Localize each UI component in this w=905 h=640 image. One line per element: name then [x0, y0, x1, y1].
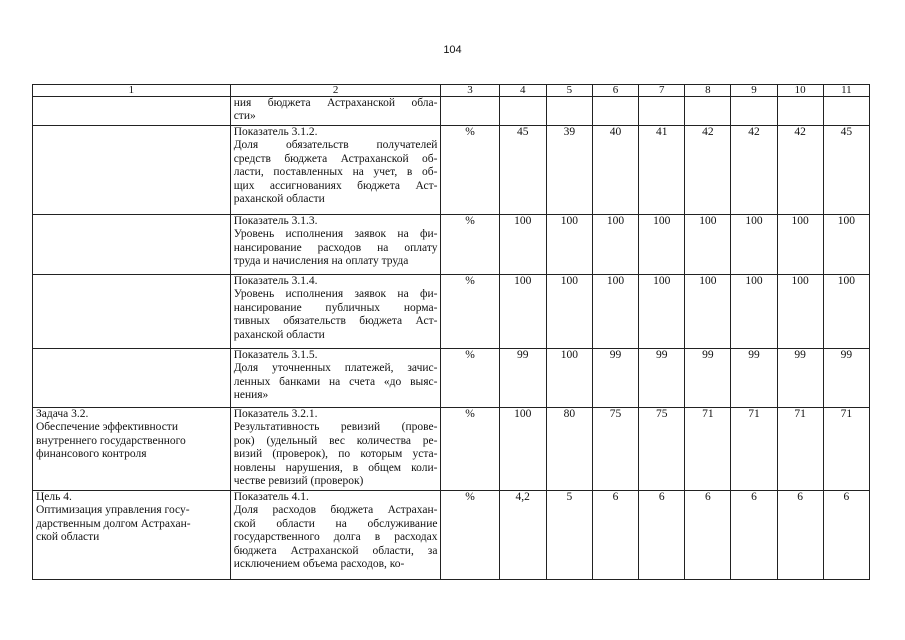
- indicator-text-line: Доля обязательств получателей: [233, 139, 438, 152]
- value-cell: 6: [823, 491, 869, 580]
- column-header: 5: [546, 85, 592, 97]
- indicator-text-line: средств бюджета Астраханской об-: [233, 152, 438, 165]
- value-cell: 5: [546, 491, 592, 580]
- unit-cell: %: [441, 408, 499, 491]
- value-cell: 100: [731, 275, 777, 349]
- indicator-cell: [230, 275, 441, 349]
- indicator-text-line: Уровень исполнения заявок на фи-: [233, 228, 438, 241]
- value-cell: [823, 97, 869, 126]
- value-cell: 45: [499, 126, 546, 215]
- goal-cell: [33, 215, 231, 275]
- indicator-text-line: ленных банками на счета «до выяс-: [233, 375, 438, 388]
- value-cell: [499, 97, 546, 126]
- goal-cell: [33, 97, 231, 126]
- value-cell: 100: [592, 215, 638, 275]
- value-cell: 100: [499, 408, 546, 491]
- unit-cell: [441, 97, 499, 126]
- indicator-text-line: новлены нарушения, в общем коли-: [233, 461, 438, 474]
- column-header: 1: [33, 85, 231, 97]
- table-row: [33, 408, 870, 491]
- indicator-text-line: ласти, поставленных на учет, в об-: [233, 166, 438, 179]
- value-cell: 100: [777, 215, 823, 275]
- value-cell: 100: [823, 215, 869, 275]
- goal-cell: [33, 491, 231, 580]
- value-cell: [777, 97, 823, 126]
- indicator-title: Показатель 3.1.2.: [233, 126, 318, 138]
- value-cell: 100: [777, 275, 823, 349]
- value-cell: 45: [823, 126, 869, 215]
- value-cell: 99: [731, 349, 777, 408]
- value-cell: 100: [685, 215, 731, 275]
- value-cell: [592, 97, 638, 126]
- value-cell: 100: [499, 215, 546, 275]
- value-cell: [639, 97, 685, 126]
- value-cell: 100: [823, 275, 869, 349]
- goal-text-line: дарственным долгом Астрахан-: [36, 517, 191, 530]
- table-row: [33, 491, 870, 580]
- indicator-text-line: нансирование публичных норма-: [233, 301, 438, 314]
- value-cell: [731, 97, 777, 126]
- indicator-text-line: Доля расходов бюджета Астрахан-: [233, 504, 438, 517]
- indicator-cell: [230, 491, 441, 580]
- value-cell: 99: [685, 349, 731, 408]
- indicator-text-line: рок) (удельный вес количества ре-: [233, 434, 438, 447]
- indicator-text-line: раханской области: [233, 328, 325, 341]
- indicator-text-line: труда и начисления на оплату труда: [233, 255, 409, 268]
- indicator-text-line: Результативность ревизий (прове-: [233, 421, 438, 434]
- goal-text-line: ской области: [36, 531, 100, 544]
- value-cell: 40: [592, 126, 638, 215]
- indicator-text-line: щих ассигнованиях бюджета Аст-: [233, 179, 438, 192]
- value-cell: 100: [592, 275, 638, 349]
- value-cell: 6: [731, 491, 777, 580]
- value-cell: 100: [639, 275, 685, 349]
- column-header: 11: [823, 85, 869, 97]
- value-cell: 99: [592, 349, 638, 408]
- unit-cell: %: [441, 349, 499, 408]
- value-cell: 100: [499, 275, 546, 349]
- value-cell: 80: [546, 408, 592, 491]
- column-header: 4: [499, 85, 546, 97]
- unit-cell: %: [441, 215, 499, 275]
- indicator-text-line: Доля уточненных платежей, зачис-: [233, 362, 438, 375]
- value-cell: 71: [731, 408, 777, 491]
- page-number: 104: [443, 44, 462, 56]
- table-row: [33, 126, 870, 215]
- column-header: 3: [441, 85, 499, 97]
- indicator-text-line: ской области на обслуживание: [233, 517, 438, 530]
- indicator-text-line: тивных обязательств бюджета Аст-: [233, 315, 438, 328]
- goal-text-line: финансового контроля: [36, 448, 147, 461]
- table-row: [33, 349, 870, 408]
- indicator-title: Показатель 3.1.5.: [233, 349, 318, 361]
- value-cell: 42: [685, 126, 731, 215]
- value-cell: 71: [685, 408, 731, 491]
- goal-cell: [33, 126, 231, 215]
- value-cell: 75: [639, 408, 685, 491]
- indicator-text-line: раханской области: [233, 193, 325, 206]
- table-row: [33, 97, 870, 126]
- column-number-row: [33, 85, 870, 97]
- indicator-text-line: сти»: [233, 110, 256, 123]
- indicator-cell: [230, 215, 441, 275]
- indicator-title: Показатель 3.2.1.: [233, 408, 318, 420]
- indicator-text-line: бюджета Астраханской области, за: [233, 544, 438, 557]
- goal-cell: [33, 275, 231, 349]
- indicator-text-line: Уровень исполнения заявок на фи-: [233, 288, 438, 301]
- indicator-text-line: ния бюджета Астраханской обла-: [233, 97, 438, 109]
- indicator-title: Показатель 3.1.3.: [233, 215, 318, 227]
- value-cell: 99: [499, 349, 546, 408]
- value-cell: 100: [546, 275, 592, 349]
- goal-text-line: Цель 4.: [36, 491, 72, 503]
- value-cell: 42: [731, 126, 777, 215]
- indicator-text-line: нансирование расходов на оплату: [233, 241, 438, 254]
- indicator-cell: [230, 126, 441, 215]
- value-cell: [546, 97, 592, 126]
- goal-text-line: внутреннего государственного: [36, 434, 186, 447]
- goal-cell: [33, 408, 231, 491]
- goal-cell: [33, 349, 231, 408]
- indicator-table: [32, 84, 870, 580]
- value-cell: 39: [546, 126, 592, 215]
- value-cell: 100: [546, 215, 592, 275]
- value-cell: 100: [685, 275, 731, 349]
- goal-text-line: Задача 3.2.: [36, 408, 89, 420]
- value-cell: 100: [731, 215, 777, 275]
- indicator-title: Показатель 3.1.4.: [233, 275, 318, 287]
- value-cell: 100: [639, 215, 685, 275]
- value-cell: [685, 97, 731, 126]
- value-cell: 71: [823, 408, 869, 491]
- table-body: [33, 97, 870, 580]
- goal-text-line: Оптимизация управления госу-: [36, 504, 190, 517]
- value-cell: 42: [777, 126, 823, 215]
- indicator-text-line: исключением объема расходов, ко-: [233, 558, 405, 571]
- value-cell: 75: [592, 408, 638, 491]
- value-cell: 99: [777, 349, 823, 408]
- indicator-cell: [230, 97, 441, 126]
- indicator-text-line: государственного долга в расходах: [233, 531, 438, 544]
- unit-cell: %: [441, 126, 499, 215]
- column-header: 2: [230, 85, 441, 97]
- value-cell: 99: [823, 349, 869, 408]
- indicator-title: Показатель 4.1.: [233, 491, 309, 503]
- column-header: 8: [685, 85, 731, 97]
- value-cell: 99: [639, 349, 685, 408]
- table-row: [33, 215, 870, 275]
- indicator-text-line: честве ревизий (проверок): [233, 475, 364, 488]
- value-cell: 6: [777, 491, 823, 580]
- value-cell: 6: [592, 491, 638, 580]
- value-cell: 41: [639, 126, 685, 215]
- column-header: 7: [639, 85, 685, 97]
- value-cell: 100: [546, 349, 592, 408]
- table-row: [33, 275, 870, 349]
- unit-cell: %: [441, 275, 499, 349]
- column-header: 9: [731, 85, 777, 97]
- value-cell: 6: [685, 491, 731, 580]
- column-header: 10: [777, 85, 823, 97]
- value-cell: 71: [777, 408, 823, 491]
- unit-cell: %: [441, 491, 499, 580]
- indicator-cell: [230, 408, 441, 491]
- goal-text-line: Обеспечение эффективности: [36, 421, 178, 434]
- indicator-text-line: визий (проверок), по которым уста-: [233, 448, 438, 461]
- indicator-cell: [230, 349, 441, 408]
- column-header: 6: [592, 85, 638, 97]
- value-cell: 4,2: [499, 491, 546, 580]
- indicator-text-line: нения»: [233, 389, 269, 402]
- value-cell: 6: [639, 491, 685, 580]
